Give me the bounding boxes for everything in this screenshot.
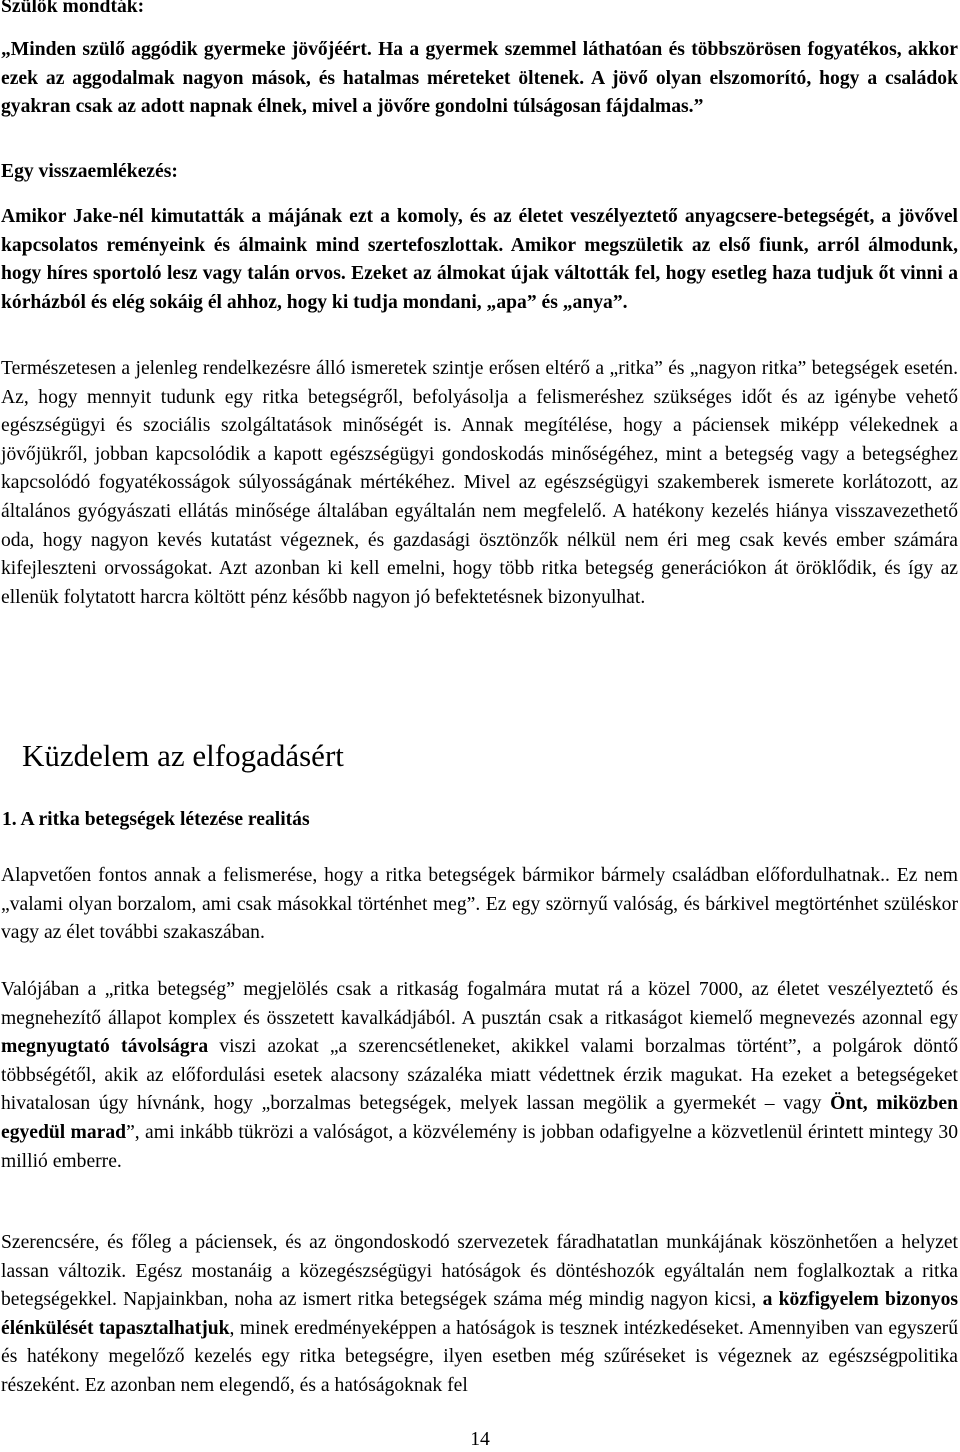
paragraph-3-text-a: Szerencsére, és főleg a páciensek, és az öngondoskodó szervezetek fáradhatatlan munkájának köszönhetően a helyzet lassan változik. Egész mostanáig a közegészségügyi hatóságok és döntéshozók egyáltalán nem foglalkoztak a ritka betegségekkel. Napjainkban, noha az ismert ritka betegségek száma még mindig nagyon kicsi, xyxy=(1,1232,958,1311)
page-number: 14 xyxy=(470,1429,490,1450)
body-paragraph: Természetesen a jelenleg rendelkezésre álló ismeretek szintje erősen eltérő a „ritka” és „nagyon ritka” betegségek esetén. Az, hogy mennyit tudunk egy ritka betegségről, befolyásolja a felismeréshez szükséges időt és az igénybe vehető egészségügyi és szociális szolgáltatások minőségét is. Annak megítélése, hogy a páciensek miképp vélekednek a jövőjükről, jobban kapcsolódik a kapott egészségügyi gondoskodás minőségéhez, mint a betegség vagy a betegséghez kapcsolódó fogyatékosságok súlyosságának mértékéhez. Mivel az egészségügyi szakemberek ismerete korlátozott, az általános gyógyászati ellátás minősége általában egyáltalán nem megfelelő. A hatékony kezelés hiánya visszavezethető oda, hogy nagyon kevés kutatást végeznek, és gazdasági ösztönzők nélkül nem éri meg csak kevés ember számára kifejleszteni orvosságokat. Azt azonban ki kell emelni, hogy több ritka betegség generációkon át öröklődik, és így az ellenük folytatott harcra költött pénz később nagyon jó befektetésnek bizonyulhat. xyxy=(1,358,958,608)
parents-said-heading: Szülők mondták: xyxy=(1,0,145,17)
section-subtitle: 1. A ritka betegségek létezése realitás xyxy=(2,809,310,830)
paragraph-1: Alapvetően fontos annak a felismerése, hogy a ritka betegségek bármikor bármely családban előfordulhatnak.. Ez nem „valami olyan borzalom, ami csak másokkal történhet meg”. Ez egy szörnyű valóság, és bárkivel megtörténhet szüléskor vagy az élet további szakaszában. xyxy=(1,865,958,944)
paragraph-2-emphasis-1: megnyugtató távolságra xyxy=(1,1036,209,1058)
paragraph-3-text-c: , minek eredményeképpen a hatóságok is tesznek intézkedéseket. Amennyiben van egyszerű és hatékony megelőző kezelés egy ritka betegségre, ilyen esetben még szűréseket is végeznek az egészségpolitika részeként. Ez azonban nem elegendő, és a hatóságoknak fel xyxy=(1,1317,958,1396)
section-title: Küzdelem az elfogadásért xyxy=(22,738,344,773)
paragraph-2 xyxy=(0,976,960,1176)
paragraph-2-text-c: viszi azokat „a szerencsétleneket, akikkel valami borzalmas történt”, a polgárok döntő többségétől, akik az előfordulási esetek alacsony százaléka miatt védettnek érzik magukat. Ha ezeket a betegségeket hivatalosan úgy hívnánk, hogy „borzalmas betegségek, melyek lassan megölik a gyermekét – vagy xyxy=(1,1036,958,1115)
paragraph-2-emphasis-2: Önt, miközben egyedül marad xyxy=(1,1093,958,1143)
memory-heading: Egy visszaemlékezés: xyxy=(1,161,178,182)
paragraph-2-text-a: Valójában a „ritka betegség” megjelölés csak a ritkaság fogalmára mutat rá a közel 7000, az életet veszélyeztető és megnehezítő állapot komplex és összetett kavalkádjából. A pusztán csak a ritkaságot kiemelő megnevezés azonnal egy xyxy=(1,979,958,1029)
paragraph-3-emphasis: a közfigyelem bizonyos élénkülését tapasztalhatjuk xyxy=(1,1289,958,1339)
paragraph-3 xyxy=(0,1229,960,1401)
parent-quote: „Minden szülő aggódik gyermeke jövőjéért. Ha a gyermek szemmel láthatóan és többszörösen fogyatékos, akkor ezek az aggodalmak nagyon mások, és hatalmas méreteket öltenek. A jövő olyan elszomorító, hogy a családok gyakran csak az adott napnak élnek, mivel a jövőre gondolni túlságosan fájdalmas.” xyxy=(1,39,958,118)
paragraph-2-text-d: ”, ami inkább tükrözi a valóságot, a közvélemény is jobban odafigyelne a közvetlenül érintett mintegy 30 millió emberre. xyxy=(1,1121,959,1172)
memory-text: Amikor Jake-nél kimutatták a májának ezt a komoly, és az életet veszélyeztető anyagcsere-betegségét, a jövővel kapcsolatos reményeink és álmaink mind szertefoszlottak. Amikor megszületik az első fiunk, arról álmodunk, hogy híres sportoló lesz vagy talán orvos. Ezeket az álmokat újak váltották fel, hogy esetleg haza tudjuk őt vinni a kórházból és elég sokáig él ahhoz, hogy ki tudja mondani, „apa” és „anya”. xyxy=(1,206,958,313)
